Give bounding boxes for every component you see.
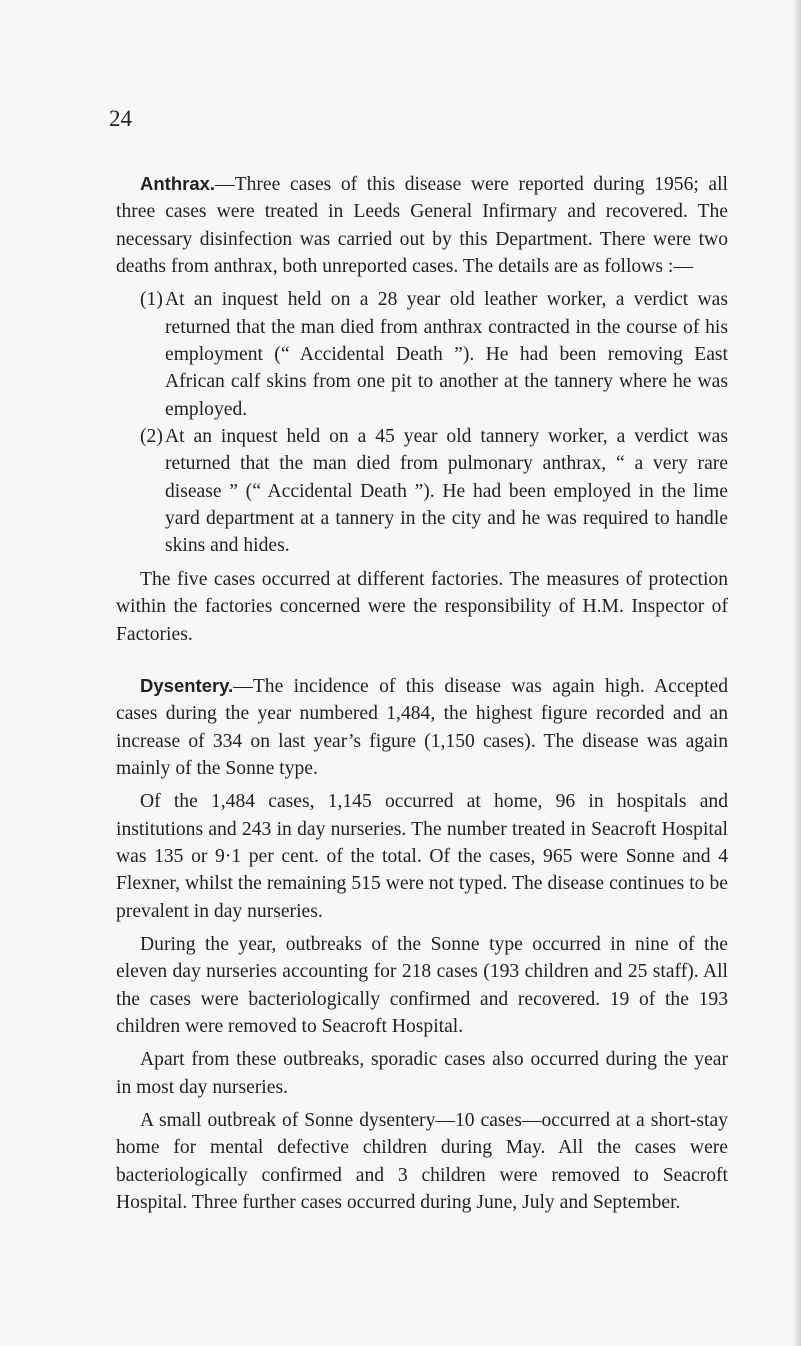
dysentery-paragraph: A small outbreak of Sonne dysentery—10 cases—occurred at a short-stay home for mental defective children during May. All the cases were bacteriologically confirmed and 3 children were removed to Seacroft Hospital. Three further cases occurred during June, July and September. — [116, 1110, 728, 1214]
anthrax-intro-paragraph — [116, 170, 728, 280]
dysentery-paragraph: Apart from these outbreaks, sporadic cases also occurred during the year in most day nurseries. — [116, 1049, 728, 1098]
dysentery-intro-text: —The incidence of this disease was again high. Accepted cases during the year numbered 1,484, the highest figure recorded and an increase of 334 on last year’s figure (1,150 cases). The disease was again mainly of the Sonne type. — [116, 675, 728, 779]
list-text: At an inquest held on a 28 year old leather worker, a verdict was returned that the man died from anthrax contracted in the course of his employment (“ Accidental Death ”). He had been removing East African calf skins from one pit to another at the tannery where he was employed. — [165, 289, 728, 420]
page-body — [116, 170, 728, 1216]
dysentery-intro-paragraph — [116, 672, 728, 782]
list-text: At an inquest held on a 45 year old tannery worker, a verdict was returned that the man died from pulmonary anthrax, “ a very rare disease ” (“ Accidental Death ”). He had been employed in the lime yard department at a tannery in the city and he was required to handle skins and hides. — [165, 426, 728, 557]
anthrax-closing-paragraph: The five cases occurred at different factories. The measures of protection within the factories concerned were the responsibility of H.M. Inspector of Factories. — [116, 568, 728, 645]
dysentery-paragraph: Of the 1,484 cases, 1,145 occurred at home, 96 in hospitals and institutions and 243 in day nurseries. The number treated in Seacroft Hospital was 135 or 9·1 per cent. of the total. Of the cases, 965 were Sonne and 4 Flexner, whilst the remaining 515 were not typed. The disease continues to be prevalent in day nurseries. — [116, 791, 728, 922]
anthrax-case-2 — [140, 423, 728, 560]
list-number: (2) — [140, 426, 163, 448]
anthrax-heading: Anthrax. — [140, 173, 216, 194]
anthrax-case-1 — [140, 286, 728, 423]
anthrax-intro-text: —Three cases of this disease were reported during 1956; all three cases were treated in Leeds General Infirmary and recovered. The necessary disinfection was carried out by this Department. There were two deaths from anthrax, both unreported cases. The details are as follows :— — [116, 174, 728, 278]
page-edge-shadow — [793, 0, 801, 1346]
dysentery-heading: Dysentery. — [140, 674, 234, 696]
list-number: (1) — [140, 289, 163, 311]
page-number: 24 — [109, 106, 132, 131]
dysentery-paragraph: During the year, outbreaks of the Sonne type occurred in nine of the eleven day nurseries accounting for 218 cases (193 children and 25 staff). All the cases were bacteriologically confirmed and recovered. 19 of the 193 children were removed to Seacroft Hospital. — [116, 933, 728, 1037]
